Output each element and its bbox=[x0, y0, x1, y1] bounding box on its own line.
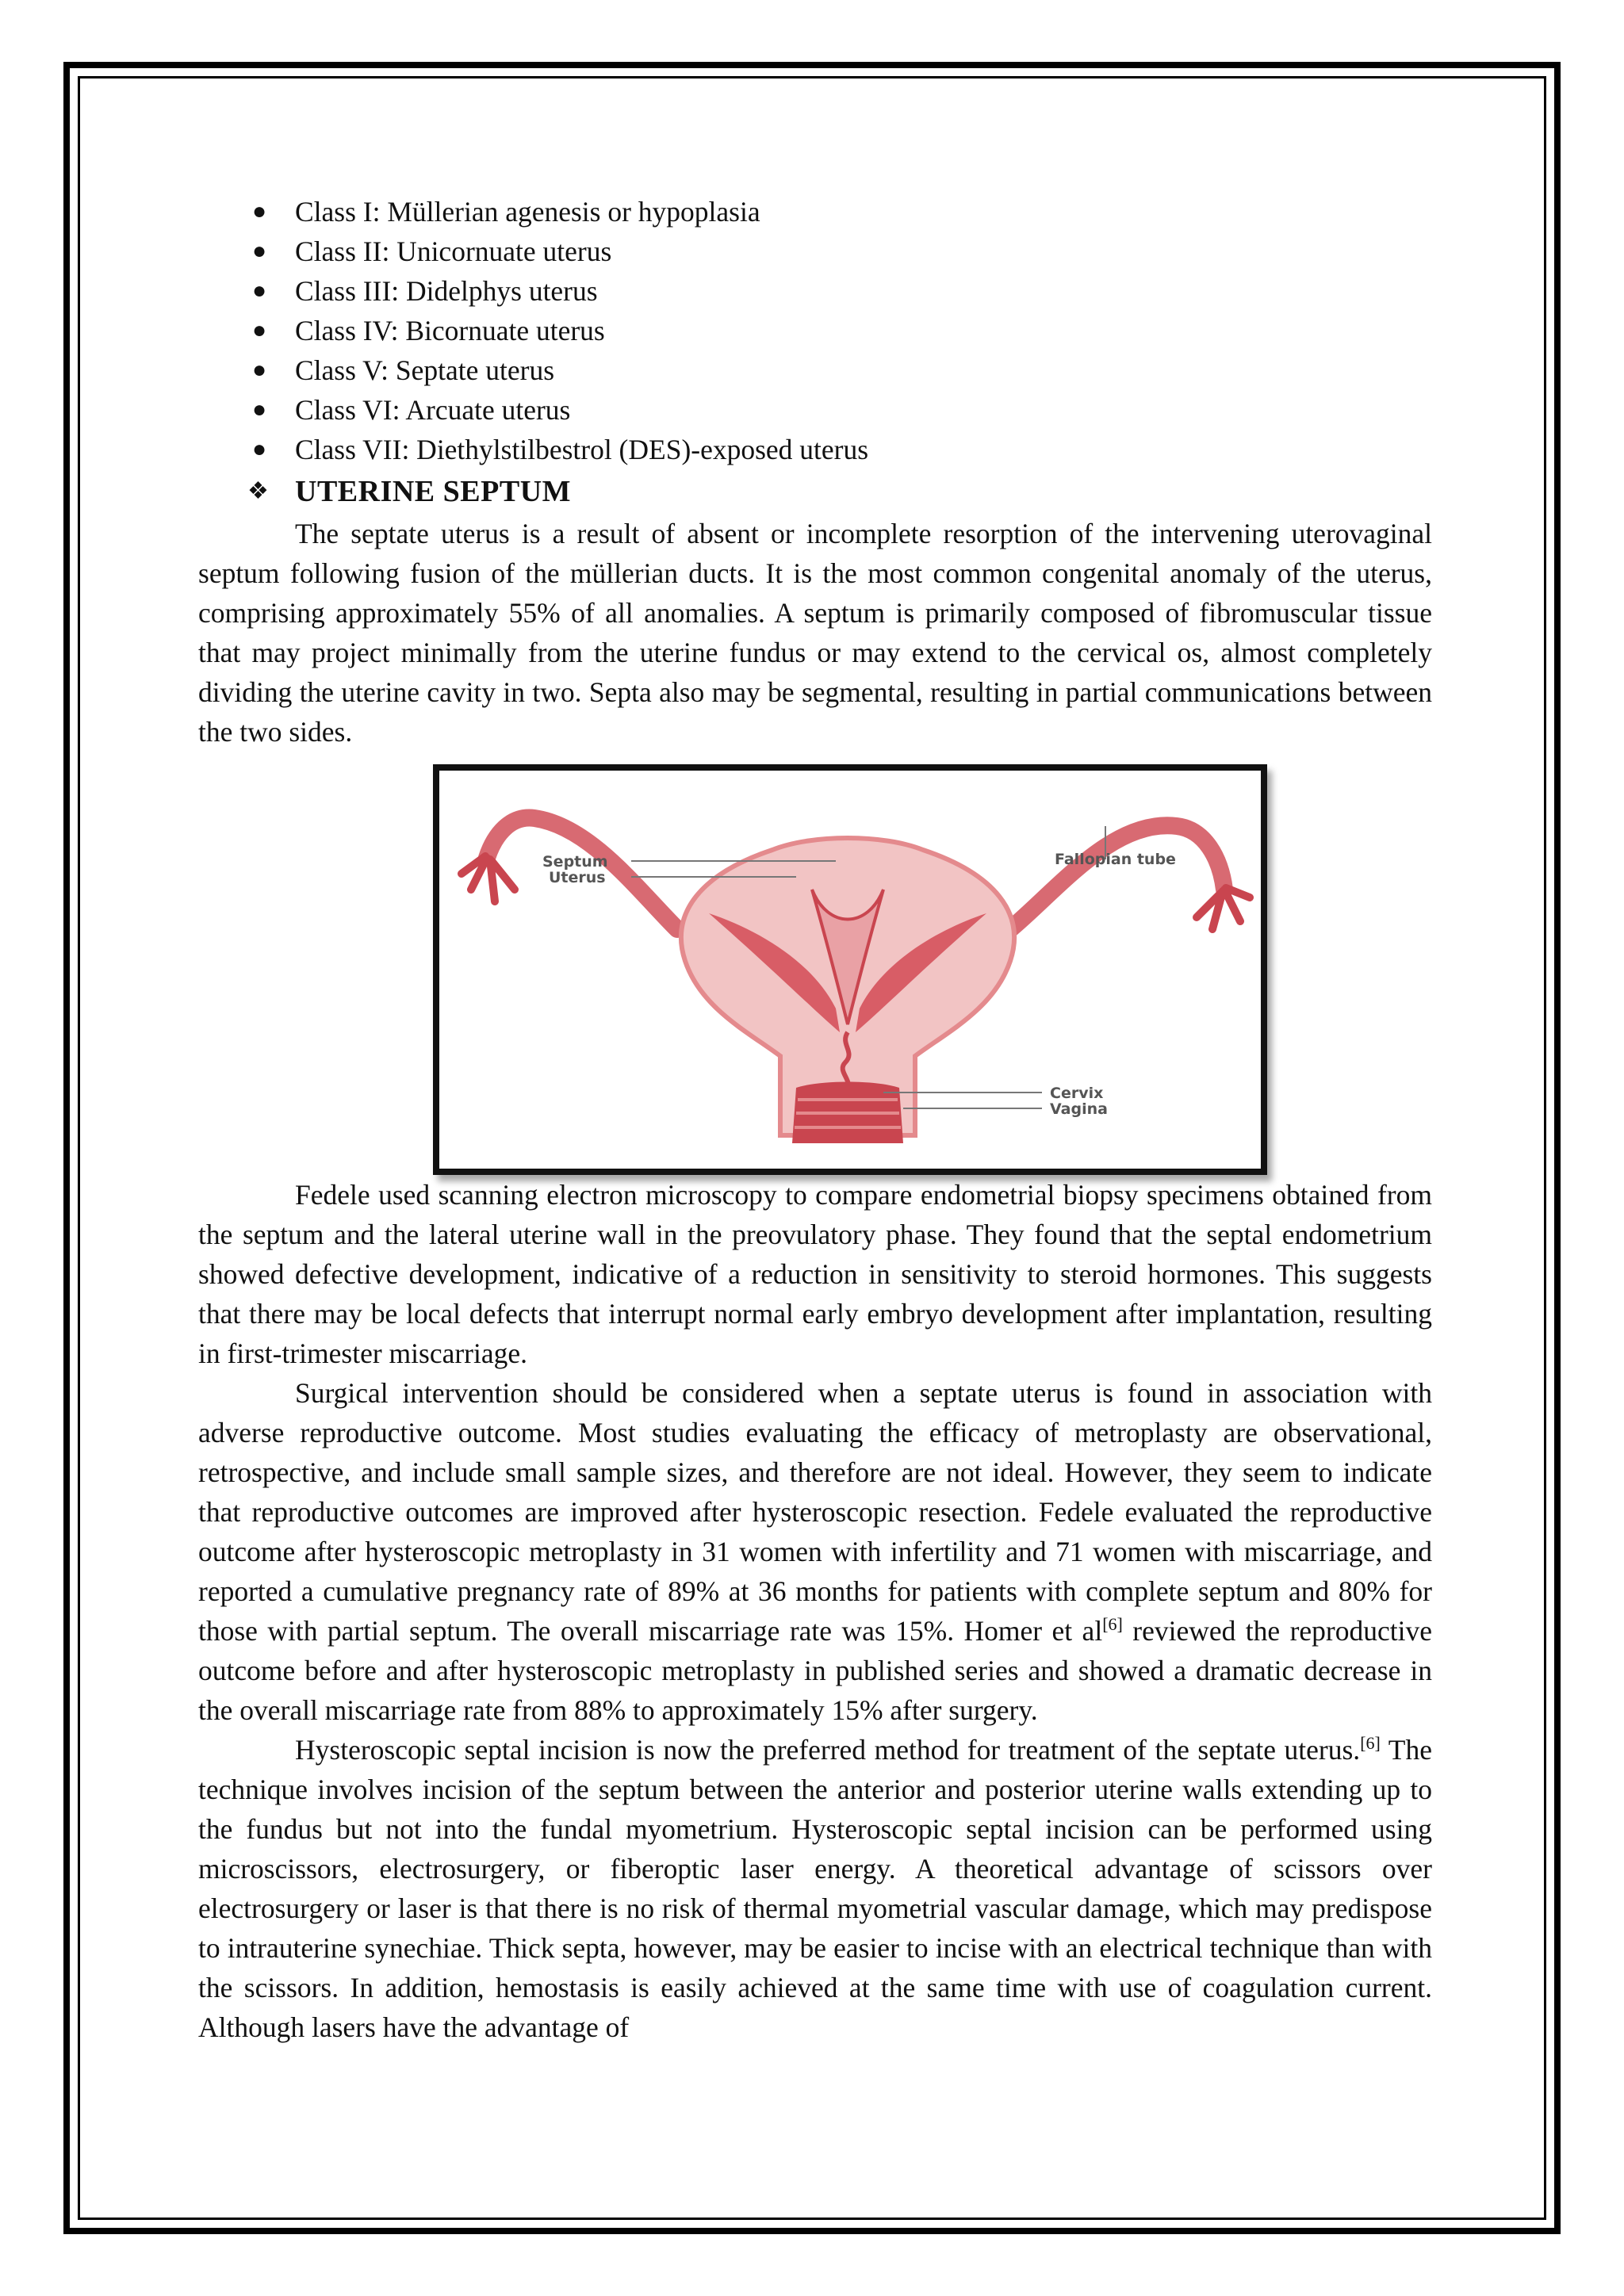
bullet-icon: ● bbox=[252, 436, 267, 462]
paragraph-hysteroscopic-incision: Hysteroscopic septal incision is now the preferred method for treatment of the septate uterus.[6] The technique involves incision of the septum between the anterior and posterior uterine walls extending up to the fundus but not into the fundal myometrium. Hysteroscopic septal incision can be performed using microscissors, electrosurgery, or fiberoptic laser energy. A theoretical advantage of scissors over electrosurgery or laser is that there is no risk of thermal myometrial vascular damage, which may predispose to intrauterine synechiae. Thick septa, however, may be easier to incise with an electrical technique than with the scissors. In addition, hemostasis is easily achieved at the same time with use of coagulation current. Although lasers have the advantage of bbox=[198, 1733, 1432, 2043]
uterus-septum-figure bbox=[433, 764, 1267, 1175]
citation-ref: [6] bbox=[1360, 1733, 1381, 1754]
list-item: ● Class IV: Bicornuate uterus bbox=[198, 311, 1432, 350]
section-heading bbox=[198, 469, 1432, 514]
uterus-label: Uterus bbox=[549, 869, 606, 886]
list-item: ● Class VI: Arcuate uterus bbox=[198, 390, 1432, 430]
classification-list bbox=[198, 192, 1432, 469]
right-fimbriae bbox=[1197, 888, 1250, 929]
paragraph-fedele-microscopy: Fedele used scanning electron microscopy to compare endometrial biopsy specimens obtained from the septum and the lateral uterine wall in the preovulatory phase. They found that the septal endometrium showed defective development, indicative of a reduction in sensitivity to steroid hormones. This suggests that there may be local defects that interrupt normal early embryo development after implantation, resulting in first-trimester miscarriage. bbox=[198, 1179, 1432, 1369]
page-content bbox=[198, 192, 1432, 2047]
bullet-icon: ● bbox=[252, 357, 267, 383]
bullet-icon: ● bbox=[252, 238, 267, 264]
cervix-label: Cervix bbox=[1050, 1085, 1104, 1102]
list-item: ● Class I: Müllerian agenesis or hypoplasia bbox=[198, 192, 1432, 232]
paragraph-surgical-intervention: Surgical intervention should be considered when a septate uterus is found in association with adverse reproductive outcome. Most studies evaluating the efficacy of metroplasty are observational, retrospective, and include small sample sizes, and therefore are not ideal. However, they seem to indicate that reproductive outcomes are improved after hysteroscopic resection. Fedele evaluated the reproductive outcome after hysteroscopic metroplasty in 31 women with infertility and 71 women with miscarriage, and reported a cumulative pregnancy rate of 89% at 36 months for patients with complete septum and 80% for those with partial septum. The overall miscarriage rate was 15%. Homer et al[6] reviewed the reproductive outcome before and after hysteroscopic metroplasty in published series and showed a dramatic decrease in the overall miscarriage rate from 88% to approximately 15% after surgery. bbox=[198, 1377, 1432, 1726]
bullet-icon: ● bbox=[252, 198, 267, 224]
list-item: ● Class II: Unicornuate uterus bbox=[198, 232, 1432, 271]
bullet-icon: ● bbox=[252, 396, 267, 423]
paragraph-septate-uterus: The septate uterus is a result of absent or incomplete resorption of the intervening uterovaginal septum following fusion of the müllerian ducts. It is the most common congenital anomaly of the uterus, comprising approximately 55% of all anomalies. A septum is primarily composed of fibromuscular tissue that may project minimally from the uterine fundus or may extend to the cervical os, almost completely dividing the uterine cavity in two. Septa also may be segmental, resulting in partial communications between the two sides. bbox=[198, 518, 1432, 748]
citation-ref: [6] bbox=[1102, 1614, 1123, 1635]
bullet-icon: ● bbox=[252, 317, 267, 343]
septum-label: Septum bbox=[542, 853, 608, 871]
list-item: ● Class VII: Diethylstilbestrol (DES)-exposed uterus bbox=[198, 430, 1432, 469]
vagina-label: Vagina bbox=[1050, 1100, 1108, 1118]
diamond-bullet-icon: ❖ bbox=[247, 478, 270, 504]
right-fallopian-tube bbox=[1010, 825, 1224, 929]
bullet-icon: ● bbox=[252, 277, 267, 304]
list-item: ● Class III: Didelphys uterus bbox=[198, 271, 1432, 311]
left-fimbriae bbox=[462, 856, 515, 901]
uterus-diagram bbox=[439, 771, 1261, 1169]
section-heading-text: UTERINE SEPTUM bbox=[295, 475, 571, 508]
fallopian-tube-label: Fallopian tube bbox=[1055, 851, 1176, 868]
list-item: ● Class V: Septate uterus bbox=[198, 350, 1432, 390]
